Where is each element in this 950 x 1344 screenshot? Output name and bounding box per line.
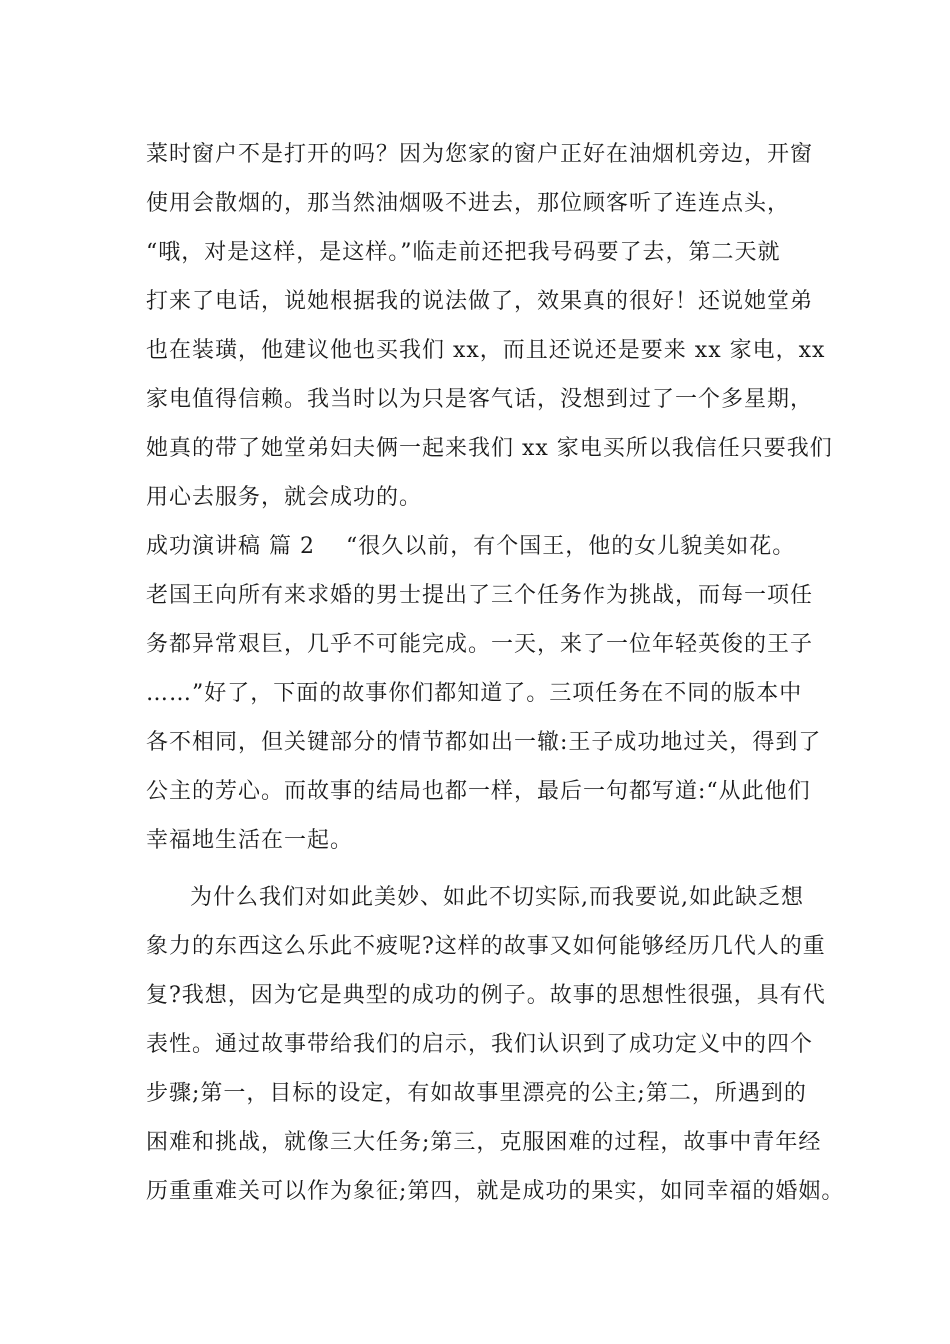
text-line: 困难和挑战，就像三大任务;第三，克服困难的过程，故事中青年经 xyxy=(146,1130,822,1155)
text-line: 菜时窗户不是打开的吗？因为您家的窗户正好在油烟机旁边，开窗 xyxy=(146,142,814,167)
text-line: 历重重难关可以作为象征;第四，就是成功的果实，如同幸福的婚姻。 xyxy=(146,1179,845,1204)
document-page xyxy=(146,130,845,1216)
text-line: 她真的带了她堂弟妇夫俩一起来我们 xx 家电买所以我信任只要我们 xyxy=(146,436,833,461)
text-line: 使用会散烟的，那当然油烟吸不进去，那位顾客听了连连点头， xyxy=(146,191,791,216)
text-line: 务都异常艰巨，几乎不可能完成。一天，来了一位年轻英俊的王子 xyxy=(146,632,814,657)
text-line: 家电值得信赖。我当时以为只是客气话，没想到过了一个多星期， xyxy=(146,387,814,412)
text-line: 打来了电话，说她根据我的说法做了，效果真的很好！还说她堂弟 xyxy=(146,289,814,314)
text-line: 公主的芳心。而故事的结局也都一样，最后一句都写道:“从此他们 xyxy=(146,779,811,804)
text-line: 各不相同，但关键部分的情节都如出一辙:王子成功地过关，得到了 xyxy=(146,730,822,755)
text-line: 也在装璜，他建议他也买我们 xx，而且还说还是要来 xx 家电，xx xyxy=(146,338,826,363)
text-line: 复?我想，因为它是典型的成功的例子。故事的思想性很强，具有代 xyxy=(146,983,826,1008)
text-line: 象力的东西这么乐此不疲呢?这样的故事又如何能够经历几代人的重 xyxy=(146,934,826,959)
paragraph-1 xyxy=(146,130,836,522)
paragraph-3 xyxy=(146,873,845,1216)
section-heading-line xyxy=(146,522,836,571)
text-line: 为什么我们对如此美妙、如此不切实际,而我要说,如此缺乏想 xyxy=(190,885,804,910)
text-line: 老国王向所有来求婚的男士提出了三个任务作为挑战，而每一项任 xyxy=(146,583,814,608)
text-line: “哦，对是这样，是这样。”临走前还把我号码要了去，第二天就 xyxy=(146,240,781,265)
text-line: 步骤;第一，目标的设定，有如故事里漂亮的公主;第二，所遇到的 xyxy=(146,1081,807,1106)
section-label: 成功演讲稿 篇 2 xyxy=(146,534,315,559)
paragraph-gap xyxy=(146,865,836,873)
section-first-text: “很久以前，有个国王，他的女儿貌美如花。 xyxy=(346,534,796,559)
text-line: 表性。通过故事带给我们的启示，我们认识到了成功定义中的四个 xyxy=(146,1032,814,1057)
text-line: 幸福地生活在一起。 xyxy=(146,828,354,853)
text-line: ……”好了，下面的故事你们都知道了。三项任务在不同的版本中 xyxy=(146,681,803,706)
paragraph-2 xyxy=(146,522,836,865)
text-line: 用心去服务，就会成功的。 xyxy=(146,485,423,510)
